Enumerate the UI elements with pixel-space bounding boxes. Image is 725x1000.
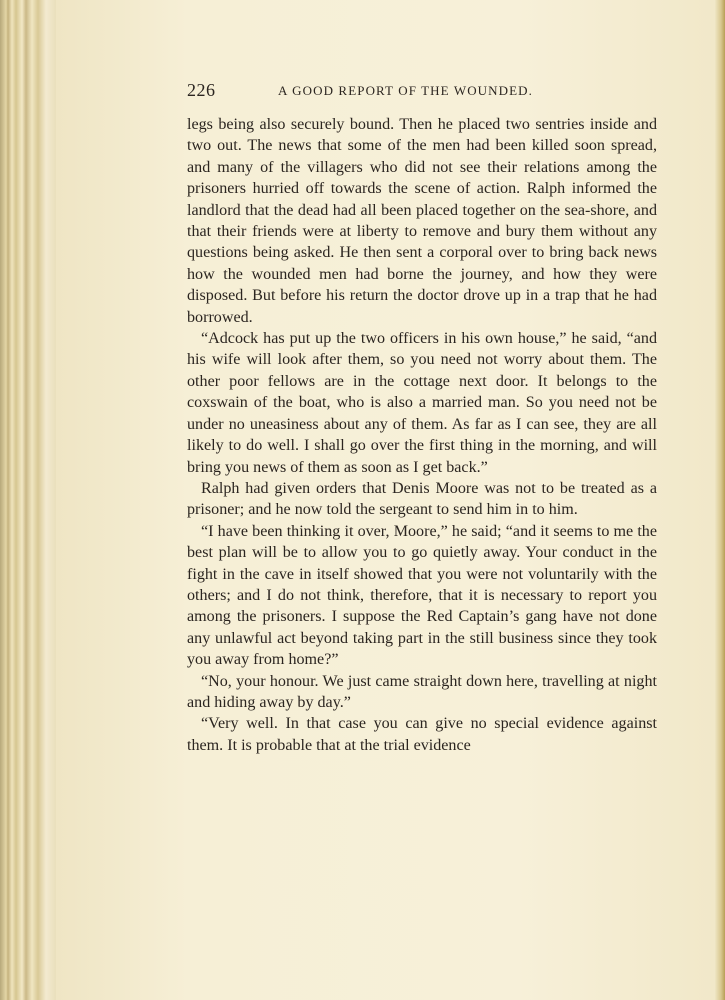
- page-edge: [715, 0, 725, 1000]
- running-head: A GOOD REPORT OF THE WOUNDED.: [278, 83, 534, 98]
- book-gutter: [0, 0, 56, 1000]
- page-number: 226: [187, 80, 216, 100]
- paragraph: “Very well. In that case you can give no special evidence against them. It is probable that at the trial evidence: [187, 715, 657, 754]
- body-text: [187, 114, 657, 756]
- paragraph: Ralph had given orders that Denis Moore was not to be treated as a prisoner; and he now told the sergeant to send him in to him.: [187, 479, 657, 519]
- paragraph: “I have been thinking it over, Moore,” he said; “and it seems to me the best plan will be to allow you to go quietly away. Your conduct in the fight in the cave in itself showed that you were not voluntarily with the others; and I do not think, therefore, that it is necessary to report you among the prisoners. I suppose the Red Captain’s gang have not done any unlawful act beyond taking part in the still business since they took you away from home?”: [187, 522, 657, 669]
- page-header: [187, 80, 657, 102]
- paragraph: “No, your honour. We just came straight down here, travelling at night and hiding away by day.”: [187, 672, 657, 711]
- paragraph: legs being also securely bound. Then he placed two sentries inside and two out. The news that some of the men had been killed soon spread, and many of the villagers who did not see their relations among the prisoners hurried off towards the scene of action. Ralph informed the landlord that the dead had all been placed together on the sea-shore, and that their friends were at liberty to remove and bury them without any questions being asked. He then sent a corporal over to bring back news how the wounded men had borne the journey, and how they were disposed. But before his return the doctor drove up in a trap that he had borrowed.: [187, 116, 657, 326]
- paragraph: “Adcock has put up the two officers in his own house,” he said, “and his wife will look after them, so you need not worry about them. The other poor fellows are in the cottage next door. It belongs to the coxswain of the boat, who is also a married man. So you need not be under no uneasiness about any of them. As far as I can see, they are all likely to do well. I shall go over the first thing in the morning, and will bring you news of them as soon as I get back.”: [187, 330, 657, 476]
